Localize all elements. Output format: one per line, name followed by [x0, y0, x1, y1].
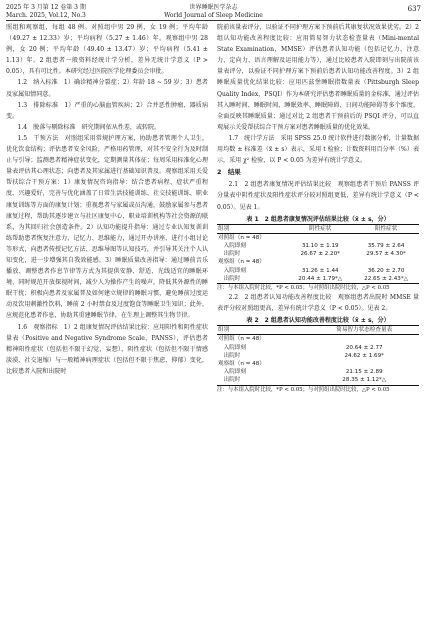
table-cell: 入院即刻: [218, 267, 246, 274]
table-cell: 29.57 ± 4.30*: [366, 251, 406, 258]
issue-line-en: March. 2025, Vol.12, No.3: [6, 11, 86, 19]
page-number: 637: [407, 5, 421, 13]
table-cell: 36.20 ± 2.70: [367, 267, 405, 274]
journal-name: [6, 4, 421, 19]
table-cell: 入院即刻: [218, 369, 246, 376]
table-cell: 31.26 ± 1.44: [301, 267, 339, 274]
section-1-3: 1.3 排除标准 1）严重的心脑血管疾病；2）合并恶性肿瘤、器质病变。: [6, 101, 208, 120]
table-cell: 入院即刻: [218, 344, 246, 351]
table-header-cell: 组别: [217, 224, 287, 233]
section-results-heading: 2 结果: [217, 168, 241, 177]
table-cell: 31.10 ± 1.19: [301, 243, 339, 249]
table-cell: 出院时: [217, 275, 287, 284]
table-row: [217, 376, 419, 385]
table-header-cell: 阴性症状: [287, 224, 353, 233]
table-cell: 28.35 ± 1.12*△: [309, 376, 419, 385]
table-row: [217, 233, 419, 242]
table-row: [217, 242, 419, 250]
section-1-2: 1.2 纳入标准 1）确诊精神分裂症；2）年龄 18 ~ 59 岁；3）患者及家属知情同意。: [6, 79, 208, 98]
section-1-5: 1.5 干预方法 对照组采用常规护理方案，协助患者管理个人卫生，优化饮食结构；评估患者安全风险，严格用药管理，对其不安全行为及时制止与引导；监测患者精神症状变化，定期测量其体征；每周采用标准化心理量表评估其心理状态；向患者及其家属进行基础知识普及。观察组采用关爱帮扶综合干预方案：1）康复情况咨询指导：结合患者病程、症状严重程度、兴趣爱好，完善与优化涵盖了日常生活技能训练、社交技能训练、职业康复训练等方面的康复计划；重视患者与家属或员沟通，鼓励家属参与患者康复过程，帮助其逐步建立与社区康复中心、职业培训机构等社会资源的联系，为其回归社会创造条件。2）认知功能提升指导：通过专业认知复训训练帮助患者恢复注意力、记忆力、思维能力，通过开办讲座、进行小组讨论等形式，向患者传授记忆方法、思维导图等认知技巧，并引导其关注个人认知变化，进一步增强其自我效能感。3）睡眠质量改善指导：通过睡前音乐播放、调整患者作息节律等方式为其提供安静、舒适、光线适宜的睡眠环境，同时规范开放探视时间，减少人为操作产生的噪声，降低其外源性的睡眠干扰；积极向患者及家属普及如何建立规律的睡眠习惯，避免睡前过度运动及饮用刺激性饮料，睡前 2 小时禁食及过度饱食等睡眠卫生知识；此外，应规范化患者作息，协助其重建睡眠节律，在生理上调整其生物节律。: [6, 134, 208, 320]
section-1-4: 1.4 脱落与剔除标准 研究期间依从性差，或转院。: [17, 123, 161, 131]
left-column: [6, 22, 208, 377]
table-header-row: [217, 224, 419, 233]
table-2-caption: 表 2 2 组患者认知功能改善程度比较（x̄ ± s，分）: [246, 317, 390, 325]
right-column: [217, 22, 419, 394]
table-cell: 20.64 ± 2.77: [345, 344, 383, 351]
table-cell: 出院时: [217, 376, 309, 385]
table-cell: 出院时: [218, 352, 241, 359]
table-1-note: 注：与本组入院时比较，*P < 0.05；与对照组出院时比较，△P < 0.05: [217, 285, 390, 292]
table-cell: 对照组（n = 48）: [218, 336, 265, 343]
section-1-7: 1.7 统计学方法 采用 SPSS 25.0 统计软件进行数据分析，计量数据用均数 ± 标准差（x̄ ± s）表示，采用 t 检验；计数资料用百分率（%）表示，采用 χ² 检验，以 P < 0.05 为差异有统计学意义。: [217, 134, 419, 165]
table-header-row: [217, 326, 419, 335]
table-cell: 观察组（n = 48）: [218, 361, 265, 368]
table-row: [217, 335, 419, 344]
table-row: [217, 344, 419, 352]
table-row: [217, 360, 419, 368]
table-cell: 20.44 ± 1.79*△: [287, 275, 353, 284]
table-header-cell: 简易智力状态检查量表: [309, 326, 419, 335]
table-cell: 22.65 ± 2.43*△: [353, 275, 419, 284]
table-row: [217, 275, 419, 284]
table-cell: [309, 360, 419, 368]
table-cell: 对照组（n = 48）: [218, 234, 265, 241]
table-cell: 出院时: [218, 251, 241, 258]
table-cell: [309, 335, 419, 344]
table-1: [217, 224, 419, 284]
table-row: [217, 352, 419, 360]
table-cell: 21.15 ± 2.89: [345, 369, 383, 376]
table-cell: [353, 258, 419, 266]
journal-name-en: World Journal of Sleep Medicine: [164, 11, 263, 19]
table-row: [217, 258, 419, 266]
table-row: [217, 267, 419, 275]
table-cell: [353, 233, 419, 242]
table-row: [217, 250, 419, 258]
section-2-1: 2.1 2 组患者康复情况评估结果比较 观察组患者干预后 PANSS 评分量表中阴性症状及阳性症状评分较对照组更低，差异有统计学意义（P < 0.05）。见表 1。: [217, 181, 419, 211]
table-cell: 26.67 ± 2.20*: [300, 251, 340, 258]
table-cell: 入院即刻: [218, 243, 246, 249]
table-row: [217, 368, 419, 376]
section-1-6: 1.6 观察指标 1）2 组康复情况评估结果比较：应用阳性和阴性症状量表（Positive and Negative Syndrome Scale，PANSS），评估患者精神阳性症状（包括但不限于幻觉、妄想）、阴性症状（包括但不限于情感淡漠、社交退缩）与一般精神病理症状（包括但不限于焦虑、抑郁）变化，比较患者入院和出院时: [6, 323, 208, 375]
table-cell: [287, 258, 353, 266]
table-cell: 35.79 ± 2.64: [367, 243, 405, 249]
table-cell: 观察组（n = 48）: [218, 259, 265, 266]
table-2: [217, 325, 419, 385]
issue-line-cn: 2025 年 3 月第 12 卷第 3 期: [6, 4, 86, 11]
table-header-cell: 组别: [217, 326, 309, 335]
table-cell: 24.62 ± 1.69*: [344, 352, 384, 359]
paragraph-continued: 院前该量表评分，以验证不同护理方案下预前后其康复状况效果优劣。2）2 组认知功能改善程度比较：应用简易智力状态检查量表（Mini-mental State Examination，MMSE）评估患者认知功能（包括记忆力、注意力、定向力、语言理解及运用能力等），通过比较患者入院即刻与出院前该量表评分，以验证不同护理方案下预前后患者认知功能改善程度。3）2 组睡眠质量优化结果比较：应用匹兹堡睡眠指数量表（Pittsburgh Sleep Quality Index，PSQI）作为本研究评估患者睡眠质量的金标准，通过评估其入睡时间、睡眠时间、睡眠效率、睡眠障碍、日间功能障碍等多个维度，全面反映其睡眠质量；通过对比 2 组患者干预前后的 PSQI 评分，可以直观展示关爱帮扶综合干预方案对患者睡眠质量的优化效果。: [217, 24, 419, 131]
table-1-caption: 表 1 2 组患者康复情况评估结果比较（x̄ ± s，分）: [246, 215, 390, 223]
table-2-note: 注：与本组入院时比较，*P < 0.05；与对照组出院时比较，△P < 0.05: [217, 386, 390, 393]
table-header-cell: 阳性症状: [353, 224, 419, 233]
table-cell: [287, 233, 353, 242]
running-header: [6, 3, 421, 21]
paragraph-intro: 照组和观察组，每组 48 例。对照组中男 29 例，女 19 例；平均年龄（49.27 ± 12.33）岁；平均病程（5.27 ± 1.46）年。观察组中男 28 例，女 20 例；平均年龄（49.40 ± 13.47）岁；平均病程（5.41 ± 1.13）年。2 组患者一般资料经统计学分析，差异无统计学意义（P > 0.05），具有可比性。本研究经过医院医学伦理委员会审批。: [6, 24, 208, 76]
section-2-2: 2.2 2 组患者认知功能改善程度比较 观察组患者出院时 MMSE 量表评分较对照组更高，差异有统计学意义（P < 0.05）。见表 2。: [217, 294, 419, 313]
journal-name-cn: 世界睡眠医学杂志: [189, 4, 238, 11]
